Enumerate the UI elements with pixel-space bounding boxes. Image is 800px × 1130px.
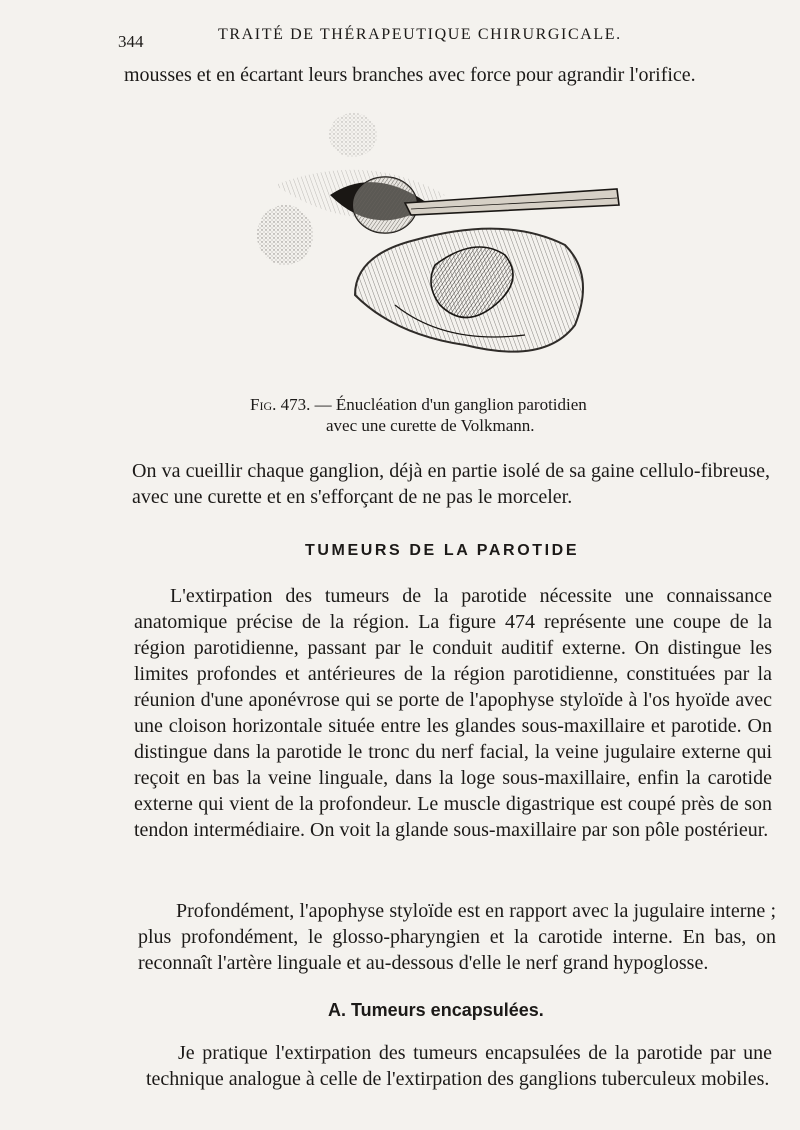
caption-line-1: — Énucléation d'un ganglion parotidien xyxy=(310,395,587,414)
subsection-title: A. Tumeurs encapsulées. xyxy=(328,1000,544,1020)
caption-line-2: avec une curette de Volkmann. xyxy=(326,416,535,435)
continuation-line: mousses et en écartant leurs branches avec force pour agrandir l'orifice. xyxy=(124,64,696,86)
ganglion-enucleation-engraving xyxy=(245,105,625,385)
figure-illustration xyxy=(245,105,625,385)
section-title: TUMEURS DE LA PAROTIDE xyxy=(305,542,580,559)
figure-caption xyxy=(250,394,670,436)
paragraph-deep-relations: Profondément, l'apophyse styloïde est en rapport avec la jugulaire interne ; plus profondément, le glosso-pharyngien et la carotide interne. En bas, on reconnaît l'artère linguale et au-dessous d'elle le nerf grand hypoglosse. xyxy=(138,900,776,974)
paragraph-ganglion: On va cueillir chaque ganglion, déjà en partie isolé de sa gaine cellulo-fibreuse, avec une curette et en s'efforçant de ne pas le morceler. xyxy=(132,460,770,508)
paragraph-encapsulated: Je pratique l'extirpation des tumeurs encapsulées de la parotide par une technique analogue à celle de l'extirpation des ganglions tuberculeux mobiles. xyxy=(146,1042,772,1090)
figure-label: Fig. 473. xyxy=(250,395,311,414)
page-number: 344 xyxy=(118,32,144,51)
running-title: TRAITÉ DE THÉRAPEUTIQUE CHIRURGICALE. xyxy=(218,26,622,43)
paragraph-anatomy: L'extirpation des tumeurs de la parotide nécessite une connaissance anatomique précise de la région. La figure 474 représente une coupe de la région parotidienne, passant par le conduit auditif externe. On distingue les limites profondes et antérieures de la région parotidienne, constituées par la réunion d'une aponévrose qui se porte de l'apophyse styloïde à l'os hyoïde avec une cloison horizontale située entre les glandes sous-maxillaire et parotide. On distingue dans la parotide le tronc du nerf facial, la veine jugulaire externe qui reçoit en bas la veine linguale, dans la loge sous-maxillaire, enfin la carotide externe qui vient de la profondeur. Le muscle digastrique est coupé près de son tendon intermédiaire. On voit la glande sous-maxillaire par son pôle postérieur. xyxy=(134,585,772,841)
